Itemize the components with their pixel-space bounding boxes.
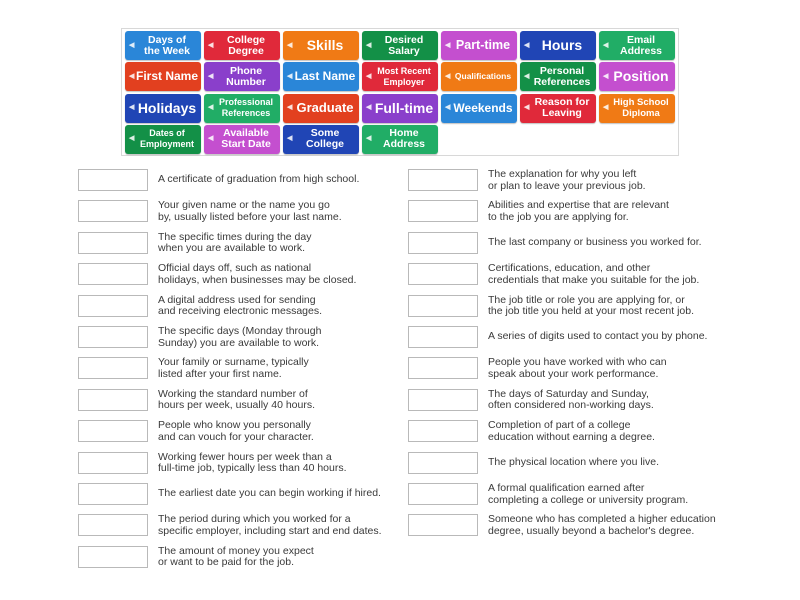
answer-drop-box[interactable] xyxy=(408,169,478,191)
tile-label: Dates of Employment xyxy=(139,128,194,150)
answer-tile-college-degree[interactable] xyxy=(204,31,280,60)
tile-label: Full-time xyxy=(374,99,434,116)
definition-text: Your given name or the name you go by, usually listed before your last name. xyxy=(158,199,342,223)
speaker-icon[interactable]: ◀ xyxy=(366,135,372,143)
definition-text: Certifications, education, and other credentials that make you suitable for the job. xyxy=(488,262,700,286)
speaker-icon[interactable]: ◀ xyxy=(208,135,214,143)
answer-drop-box[interactable] xyxy=(78,514,148,536)
answer-drop-box[interactable] xyxy=(78,546,148,568)
answer-drop-box[interactable] xyxy=(78,326,148,348)
definition-text: A formal qualification earned after completing a college or university program. xyxy=(488,482,689,506)
answer-drop-box[interactable] xyxy=(408,514,478,536)
answer-drop-box[interactable] xyxy=(408,263,478,285)
answer-drop-box[interactable] xyxy=(408,295,478,317)
answer-drop-box[interactable] xyxy=(78,295,148,317)
speaker-icon[interactable]: ◀ xyxy=(129,72,135,80)
tile-label: Hours xyxy=(541,37,583,53)
speaker-icon[interactable]: ◀ xyxy=(287,41,293,49)
tile-label: Phone Number xyxy=(226,64,266,88)
tile-label: Part-time xyxy=(455,37,511,52)
answer-tile-high-school-diploma[interactable] xyxy=(599,94,675,123)
answer-drop-box[interactable] xyxy=(78,263,148,285)
answer-tile-email-address[interactable] xyxy=(599,31,675,60)
speaker-icon[interactable]: ◀ xyxy=(208,104,214,112)
tile-label: Position xyxy=(613,68,669,85)
tile-label: Last Name xyxy=(294,69,356,84)
tile-label: Desired Salary xyxy=(384,33,424,57)
answer-tile-weekends[interactable] xyxy=(441,94,517,123)
answer-tile-personal-references[interactable] xyxy=(520,62,596,91)
answer-drop-box[interactable] xyxy=(408,389,478,411)
tile-label: Home Address xyxy=(382,127,425,151)
definition-text: The days of Saturday and Sunday, often considered non-working days. xyxy=(488,387,654,412)
definition-text: Your family or surname, typically listed after your first name. xyxy=(158,356,309,380)
speaker-icon[interactable]: ◀ xyxy=(366,41,372,49)
answer-drop-box[interactable] xyxy=(78,389,148,411)
tile-label: Personal References xyxy=(533,64,591,88)
definition-text: The explanation for why you left or plan to leave your previous job. xyxy=(488,168,646,192)
definition-text: Official days off, such as national holidays, when businesses may be closed. xyxy=(158,262,357,286)
definition-text: The specific days (Monday through Sunday) you are available to work. xyxy=(158,325,322,349)
answer-drop-box[interactable] xyxy=(78,420,148,442)
definition-text: Working the standard number of hours per week, usually 40 hours. xyxy=(158,387,316,412)
definition-text: People you have worked with who can speak about your work performance. xyxy=(488,356,667,380)
answer-tile-available-start-date[interactable] xyxy=(204,125,280,154)
tile-label: College Degree xyxy=(227,33,265,57)
answer-tile-position[interactable] xyxy=(599,62,675,91)
answer-tile-qualifications[interactable] xyxy=(441,62,517,91)
answer-tile-part-time[interactable] xyxy=(441,31,517,60)
definition-text: A digital address used for sending and receiving electronic messages. xyxy=(158,293,323,318)
speaker-icon[interactable]: ◀ xyxy=(603,41,609,49)
definition-text: The amount of money you expect or want to be paid for the job. xyxy=(158,544,314,569)
answer-drop-box[interactable] xyxy=(408,357,478,379)
answer-tile-dates-of-employment[interactable] xyxy=(125,125,201,154)
tile-label: Graduate xyxy=(296,100,354,116)
definition-text: The specific times during the day when you are available to work. xyxy=(158,230,312,255)
answer-drop-box[interactable] xyxy=(408,483,478,505)
speaker-icon[interactable]: ◀ xyxy=(603,72,609,80)
tile-label: Weekends xyxy=(453,100,513,115)
tile-label: High School Diploma xyxy=(613,97,669,120)
definition-text: The physical location where you live. xyxy=(488,455,660,468)
speaker-icon[interactable]: ◀ xyxy=(445,41,451,49)
answer-tile-home-address[interactable] xyxy=(362,125,438,154)
answer-tile-bank xyxy=(121,28,679,156)
answer-tile-desired-salary[interactable] xyxy=(362,31,438,60)
tile-label: Email Address xyxy=(619,33,662,57)
answer-drop-box[interactable] xyxy=(78,452,148,474)
speaker-icon[interactable]: ◀ xyxy=(524,41,530,49)
answer-tile-days-of-the-week[interactable] xyxy=(125,31,201,60)
definition-text: Someone who has completed a higher education degree, usually beyond a bachelor's degree. xyxy=(488,513,716,537)
answer-tile-some-college[interactable] xyxy=(283,125,359,154)
tile-label: Professional References xyxy=(218,97,274,119)
speaker-icon[interactable]: ◀ xyxy=(445,104,451,112)
definition-text: A series of digits used to contact you by phone. xyxy=(488,330,708,342)
answer-tile-full-time[interactable] xyxy=(362,94,438,123)
speaker-icon[interactable]: ◀ xyxy=(287,104,293,112)
speaker-icon[interactable]: ◀ xyxy=(129,104,135,112)
speaker-icon[interactable]: ◀ xyxy=(208,72,214,80)
answer-tile-skills[interactable] xyxy=(283,31,359,60)
answer-drop-box[interactable] xyxy=(78,200,148,222)
speaker-icon[interactable]: ◀ xyxy=(366,72,372,80)
definition-text: The last company or business you worked for. xyxy=(488,235,702,248)
speaker-icon[interactable]: ◀ xyxy=(129,135,135,143)
tile-label: Holidays xyxy=(137,99,197,116)
answer-drop-box[interactable] xyxy=(78,169,148,191)
answer-drop-box[interactable] xyxy=(408,326,478,348)
answer-tile-professional-references[interactable] xyxy=(204,94,280,123)
speaker-icon[interactable]: ◀ xyxy=(287,135,293,143)
tile-label: Reason for Leaving xyxy=(534,96,590,120)
tile-label: Skills xyxy=(306,37,344,53)
definition-text: The job title or role you are applying for, or the job title you held at your most recent job. xyxy=(488,293,695,318)
answer-drop-box[interactable] xyxy=(408,452,478,474)
speaker-icon[interactable]: ◀ xyxy=(208,41,214,49)
tile-label: Some College xyxy=(306,127,344,151)
definition-text: A certificate of graduation from high school. xyxy=(158,173,360,185)
answer-tile-last-name[interactable] xyxy=(283,62,359,91)
answer-tile-most-recent-employer[interactable] xyxy=(362,62,438,91)
speaker-icon[interactable]: ◀ xyxy=(129,41,135,49)
answer-drop-box[interactable] xyxy=(408,232,478,254)
speaker-icon[interactable]: ◀ xyxy=(603,104,609,112)
answer-drop-box[interactable] xyxy=(78,483,148,505)
tile-label: First Name xyxy=(135,69,199,84)
definition-text: The earliest date you can begin working if hired. xyxy=(158,487,381,499)
speaker-icon[interactable]: ◀ xyxy=(366,104,372,112)
definition-text: Abilities and expertise that are relevant to the job you are applying for. xyxy=(488,199,669,223)
definition-text: Working fewer hours per week than a full-time job, typically less than 40 hours. xyxy=(158,450,347,475)
tile-label: Days of the Week xyxy=(144,33,190,57)
speaker-icon[interactable]: ◀ xyxy=(524,104,530,112)
answer-tile-graduate[interactable] xyxy=(283,94,359,123)
speaker-icon[interactable]: ◀ xyxy=(445,72,451,80)
answer-tile-first-name[interactable] xyxy=(125,62,201,91)
answer-tile-holidays[interactable] xyxy=(125,94,201,123)
speaker-icon[interactable]: ◀ xyxy=(524,72,530,80)
answer-tile-reason-for-leaving[interactable] xyxy=(520,94,596,123)
speaker-icon[interactable]: ◀ xyxy=(287,72,293,80)
definition-text: People who know you personally and can vouch for your character. xyxy=(158,419,314,443)
answer-drop-box[interactable] xyxy=(408,200,478,222)
tile-label: Available Start Date xyxy=(221,127,271,151)
tile-label: Most Recent Employer xyxy=(377,65,431,87)
answer-drop-box[interactable] xyxy=(78,232,148,254)
answer-tile-phone-number[interactable] xyxy=(204,62,280,91)
answer-tile-hours[interactable] xyxy=(520,31,596,60)
answer-drop-box[interactable] xyxy=(78,357,148,379)
answer-drop-box[interactable] xyxy=(408,420,478,442)
definition-text: The period during which you worked for a specific employer, including start and end dates. xyxy=(158,513,382,537)
tile-label: Qualifications xyxy=(454,71,512,82)
definition-text: Completion of part of a college education without earning a degree. xyxy=(488,419,655,443)
